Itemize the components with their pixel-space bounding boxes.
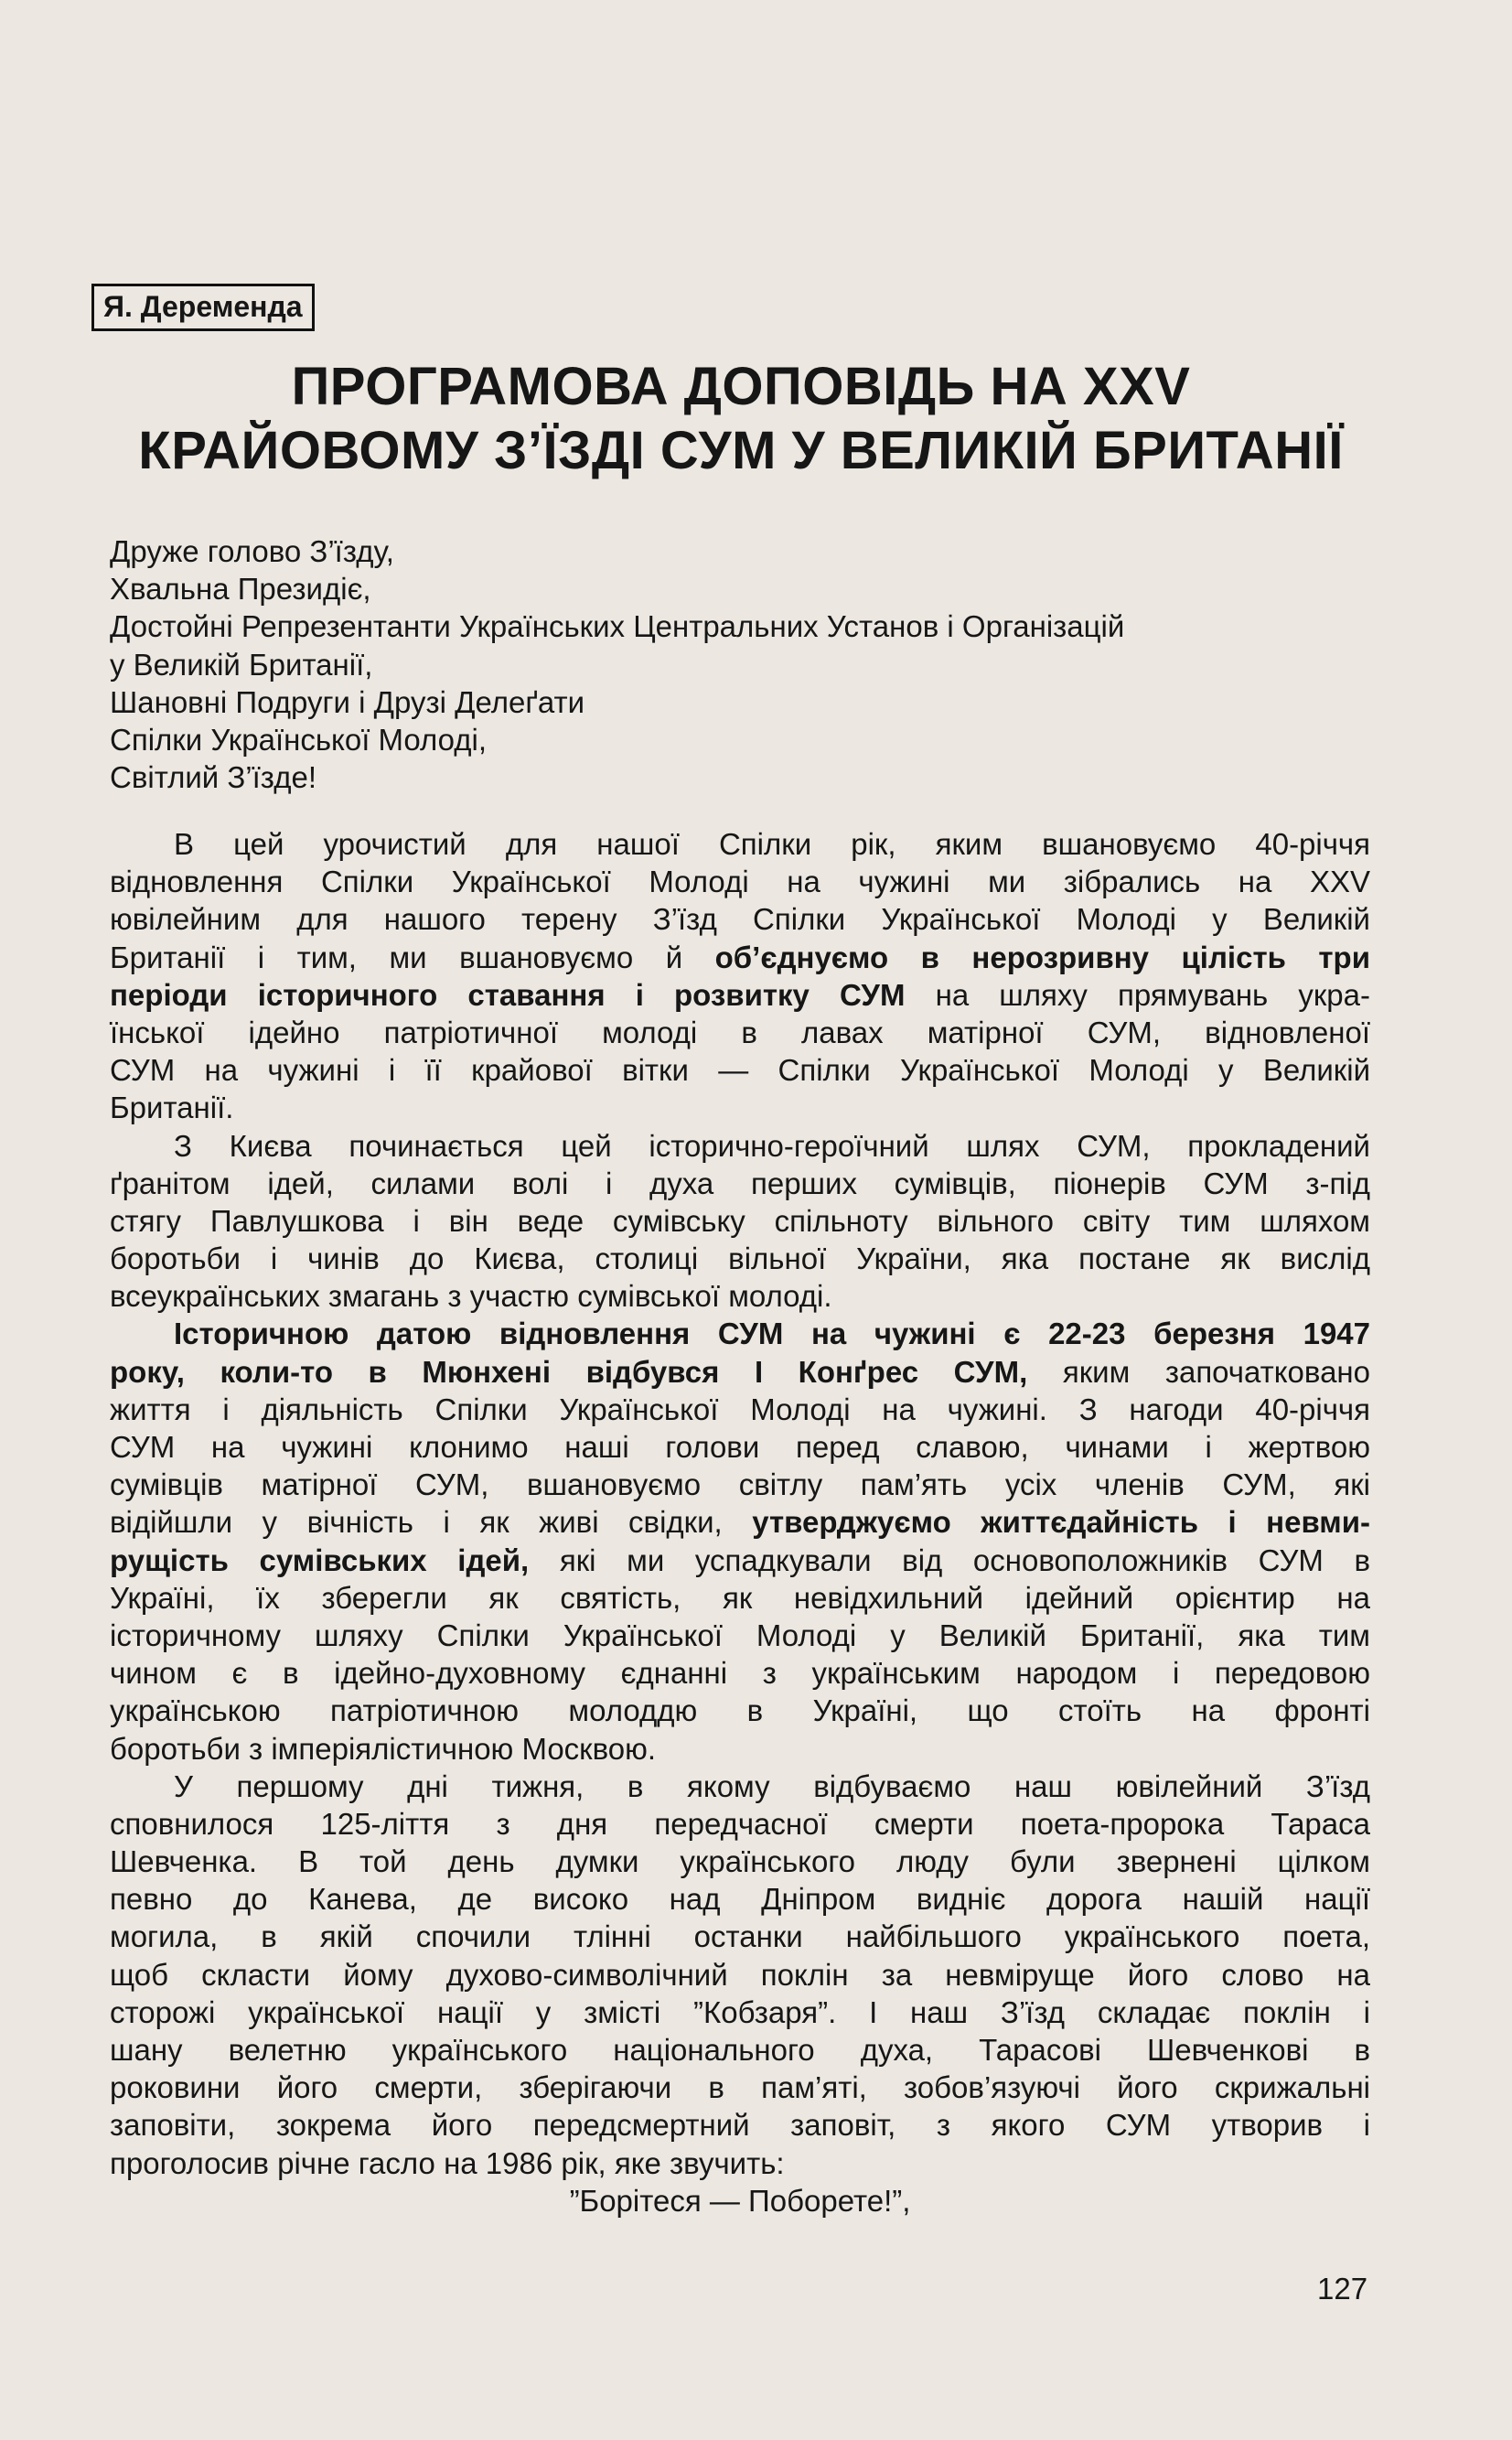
text-line: В цей урочистий для нашої Спілки рік, яким вшановуємо 40-річчя — [174, 827, 1370, 861]
author-name: Я. Деременда — [91, 284, 315, 331]
text-line: сповнилося 125-ліття з дня передчасної смерти поета-пророка Тараса — [110, 1806, 1370, 1841]
paragraph — [110, 825, 1370, 1127]
text-line: Україні, їх зберегли як святість, як невідхильний ідейний орієнтир на — [110, 1580, 1370, 1615]
salutation-line: Спілки Української Молоді, — [110, 723, 488, 758]
text-line: життя і діяльність Спілки Української Молоді на чужині. З нагоди 40-річчя — [110, 1392, 1370, 1426]
text-line: могила, в якій спочили тлінні останки найбільшого українського поета, — [110, 1919, 1370, 1954]
text-line: Британії. — [110, 1091, 234, 1125]
text-line: роковини його смерти, зберігаючи в пам’яті, зобов’язуючі його скрижальні — [110, 2070, 1370, 2105]
text-line: рущість сумівських ідей, які ми успадкували від основоположників СУМ в — [110, 1542, 1371, 1577]
text-line: проголосив річне гасло на 1986 рік, яке звучить: — [110, 2145, 785, 2180]
text-line: відійшли у вічність і як живі свідки, утверджуємо життєдайність і невми- — [110, 1505, 1370, 1540]
text-line: Історичною датою відновлення СУМ на чужині є 22-23 березня 1947 — [174, 1317, 1370, 1351]
salutation-line: Достойні Репрезентанти Українських Центральних Установ і Організацій — [110, 609, 1125, 644]
text-line: ґранітом ідей, силами волі і духа перших сумівців, піонерів СУМ з-під — [110, 1166, 1370, 1200]
page-title — [82, 355, 1399, 483]
paragraph — [110, 1127, 1370, 1316]
text-line: історичному шляху Спілки Української Молоді у Великій Британії, яка тим — [110, 1618, 1370, 1652]
text-line: СУМ на чужині клонимо наші голови перед славою, чинами і жертвою — [110, 1430, 1370, 1464]
text-line: сторожі української нації у змісті ”Кобзаря”. І наш З’їзд складає поклін і — [110, 1994, 1370, 2029]
title-line: КРАЙОВОМУ З’ЇЗДІ СУМ У ВЕЛИКІЙ БРИТАНІЇ — [138, 421, 1344, 480]
text-line: ювілейним для нашого терену З’їзд Спілки Української Молоді у Великій — [110, 902, 1370, 937]
salutation-line: Хвальна Президіє, — [110, 572, 371, 607]
paragraph — [110, 1768, 1370, 2220]
text-line: СУМ на чужині і її крайової вітки — Спілки Української Молоді у Великій — [110, 1053, 1370, 1088]
text-line: З Києва починається цей історично-героїчний шлях СУМ, прокладений — [174, 1128, 1370, 1163]
text-line: певно до Канева, де високо над Дніпром видніє дорога нашій нації — [110, 1882, 1370, 1917]
text-line: всеукраїнських змагань з участю сумівської молоді. — [110, 1279, 832, 1314]
text-line: боротьби і чинів до Києва, столиці вільної України, яка постане як вислід — [110, 1241, 1370, 1276]
text-line: щоб скласти йому духово-символічний поклін за невміруще його слово на — [110, 1957, 1370, 1992]
text-line: їнської ідейно патріотичної молоді в лавах матірної СУМ, відновленої — [110, 1015, 1370, 1049]
salutation — [110, 532, 1390, 796]
text-line: року, коли-то в Мюнхені відбувся І Конґрес СУМ, яким започатковано — [110, 1354, 1370, 1389]
text-line: відновлення Спілки Української Молоді на чужині ми зібрались на XXV — [110, 865, 1370, 899]
text-line: шану велетню українського національного духа, Тарасові Шевченкові в — [110, 2033, 1370, 2067]
page-number: 127 — [1317, 2272, 1368, 2306]
article-body — [110, 825, 1370, 2220]
text-line: чином є в ідейно-духовному єднанні з українським народом і передовою — [110, 1656, 1370, 1691]
paragraph — [110, 1315, 1370, 1767]
salutation-line: у Великій Британії, — [110, 647, 373, 682]
salutation-line: Світлий З’їзде! — [110, 760, 316, 795]
text-line: боротьби з імперіялістичною Москвою. — [110, 1731, 657, 1766]
text-line: періоди історичного ставання і розвитку СУМ на шляху прямувань укра- — [110, 977, 1371, 1012]
text-line: українською патріотичною молоддю в Україні, що стоїть на фронті — [110, 1693, 1370, 1728]
text-line: сумівців матірної СУМ, вшановуємо світлу пам’ять усіх членів СУМ, які — [110, 1467, 1370, 1502]
text-line: Шевченка. В той день думки українського люду були звернені цілком — [110, 1844, 1370, 1879]
salutation-line: Друже голово З’їзду, — [110, 534, 394, 568]
text-line: заповіти, зокрема його передсмертний заповіт, з якого СУМ утворив і — [110, 2108, 1370, 2143]
text-line: стягу Павлушкова і він веде сумівську спільноту вільного світу тим шляхом — [110, 1203, 1370, 1238]
text-line: Британії і тим, ми вшановуємо й об’єднуємо в нерозривну цілість три — [110, 940, 1370, 974]
motto-line: ”Борітеся — Поборете!”, — [569, 2183, 911, 2218]
text-line: У першому дні тижня, в якому відбуваємо наш ювілейний З’їзд — [174, 1768, 1370, 1803]
salutation-line: Шановні Подруги і Друзі Делеґати — [110, 684, 585, 719]
title-line: ПРОГРАМОВА ДОПОВІДЬ НА XXV — [291, 357, 1191, 416]
